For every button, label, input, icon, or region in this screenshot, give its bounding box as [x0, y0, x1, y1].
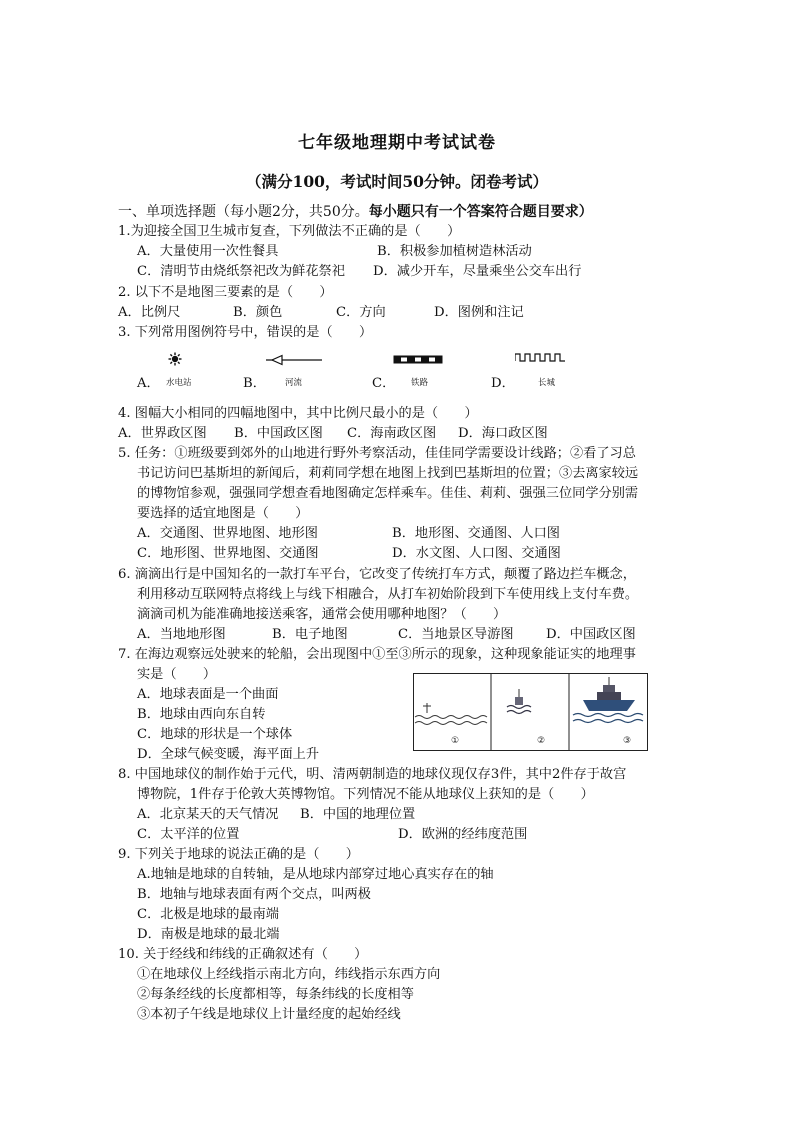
q1-option-b: B．积极参加植树造林活动: [377, 244, 532, 259]
q5-line-3: 的博物馆参观，强强同学想查看地图确定怎样乘车。佳佳、莉莉、强强三位同学分别需: [137, 486, 639, 501]
q8-option-c: C．太平洋的位置: [137, 827, 240, 842]
q6-option-d: D．中国政区图: [546, 627, 636, 642]
q5-option-d: D．水文图、人口图、交通图: [392, 546, 561, 561]
q3-option-d: D．: [491, 376, 515, 391]
q2-option-c: C．方向: [336, 305, 386, 320]
q9-option-c: C．北极是地球的最南端: [137, 907, 279, 922]
q1-option-a: A．大量使用一次性餐具: [137, 244, 279, 259]
q6-option-b: B．电子地图: [272, 627, 348, 642]
q1-stem: 1.为迎接全国卫生城市复查，下列做法不正确的是（ ）: [118, 224, 461, 239]
page-subtitle: （满分100，考试时间50分钟。闭卷考试）: [246, 172, 548, 191]
q8-option-b: B．中国的地理位置: [300, 807, 416, 822]
q7-line-2: 实是（ ）: [137, 667, 217, 682]
q8-option-d: D．欧洲的经纬度范围: [398, 827, 528, 842]
q3-label-a: 水电站: [166, 378, 192, 388]
q5-option-c: C．地形图、世界地图、交通图: [137, 546, 319, 561]
section-heading-text: 一、单项选择题（每小题2分，共50分。: [118, 204, 369, 220]
q5-line-2: 书记访问巴基斯坦的新闻后，莉莉同学想在地图上找到巴基斯坦的位置；③去离家较远: [137, 466, 639, 481]
q6-option-a: A．当地地形图: [137, 627, 226, 642]
q7-option-a: A．地球表面是一个曲面: [137, 687, 279, 702]
q3-label-c: 铁路: [411, 378, 429, 388]
q6-line-2: 利用移动互联网特点将线上与线下相融合，从打车初始阶段到下车使用线上支付车费。: [137, 587, 639, 602]
q3-option-b: B．: [243, 376, 266, 391]
q4-option-a: A．世界政区图: [118, 426, 207, 441]
q7-option-c: C．地球的形状是一个球体: [137, 727, 293, 742]
q4-option-d: D．海口政区图: [458, 426, 548, 441]
q10-statement-3: ③本初子午线是地球仪上计量经度的起始经线: [137, 1007, 401, 1022]
q6-line-3: 滴滴司机为能准确地接送乘客，通常会使用哪种地图？（ ）: [137, 607, 507, 622]
q9-stem: 9. 下列关于地球的说法正确的是（ ）: [118, 847, 359, 862]
q7-line-1: 7. 在海边观察远处驶来的轮船，会出现图中①至③所示的现象，这种现象能证实的地理事: [118, 647, 636, 662]
railway-symbol-icon: [393, 355, 443, 364]
q10-statement-2: ②每条经线的长度都相等，每条纬线的长度相等: [137, 987, 414, 1002]
figure-label-3: ③: [622, 736, 632, 746]
q10-statement-1: ①在地球仪上经线指示南北方向，纬线指示东西方向: [137, 967, 441, 982]
q2-stem: 2. 以下不是地图三要素的是（ ）: [118, 285, 333, 300]
q4-option-b: B．中国政区图: [234, 426, 323, 441]
figure-label-1: ①: [450, 736, 460, 746]
q5-line-1: 5. 任务：①班级要到郊外的山地进行野外考察活动，佳佳同学需要设计线路；②看了习总: [118, 446, 636, 461]
q7-option-b: B．地球由西向东自转: [137, 707, 266, 722]
q9-option-b: B．地轴与地球表面有两个交点，叫两极: [137, 887, 371, 902]
q8-line-1: 8. 中国地球仪的制作始于元代，明、清两朝制造的地球仪现仅存3件，其中2件存于故宫: [118, 767, 627, 782]
q1-option-d: D．减少开车，尽量乘坐公交车出行: [373, 264, 582, 279]
q3-option-c: C．: [372, 376, 396, 391]
section-heading-bold: 每小题只有一个答案符合题目要求）: [368, 204, 593, 220]
page-title: 七年级地理期中考试试卷: [298, 133, 496, 153]
section-heading: [118, 202, 593, 222]
q5-option-a: A．交通图、世界地图、地形图: [137, 526, 318, 541]
q4-option-c: C．海南政区图: [347, 426, 437, 441]
q2-option-d: D．图例和注记: [434, 305, 524, 320]
q6-option-c: C．当地景区导游图: [398, 627, 514, 642]
q3-stem: 3. 下列常用图例符号中，错误的是（ ）: [118, 325, 373, 340]
q7-option-d: D．全球气候变暖，海平面上升: [137, 747, 320, 762]
figure-label-2: ②: [536, 736, 546, 746]
q9-option-d: D．南极是地球的最北端: [137, 927, 280, 942]
q3-label-d: 长城: [538, 378, 556, 388]
q8-option-a: A．北京某天的天气情况: [137, 807, 279, 822]
q2-option-a: A．比例尺: [118, 305, 181, 320]
q3-option-a: A．: [137, 376, 160, 391]
q9-option-a: A.地轴是地球的自转轴，是从地球内部穿过地心真实存在的轴: [137, 867, 494, 882]
hydropower-station-icon: [168, 352, 182, 366]
q10-stem: 10. 关于经线和纬线的正确叙述有（ ）: [118, 947, 368, 962]
ship-horizon-figure: [413, 673, 648, 751]
q5-option-b: B．地形图、交通图、人口图: [392, 526, 560, 541]
q6-line-1: 6. 滴滴出行是中国知名的一款打车平台，它改变了传统打车方式，颠覆了路边拦车概念，: [118, 567, 636, 582]
river-symbol-icon: [266, 354, 322, 366]
q8-line-2: 博物院，1件存于伦敦大英博物馆。下列情况不能从地球仪上获知的是（ ）: [137, 787, 594, 802]
q3-label-b: 河流: [285, 378, 303, 388]
q4-stem: 4. 图幅大小相同的四幅地图中，其中比例尺最小的是（ ）: [118, 406, 478, 421]
q1-option-c: C．清明节由烧纸祭祀改为鲜花祭祀: [137, 264, 345, 279]
q2-option-b: B．颜色: [233, 305, 283, 320]
q5-line-4: 要选择的适宜地图是（ ）: [137, 506, 309, 521]
great-wall-symbol-icon: [515, 352, 565, 362]
